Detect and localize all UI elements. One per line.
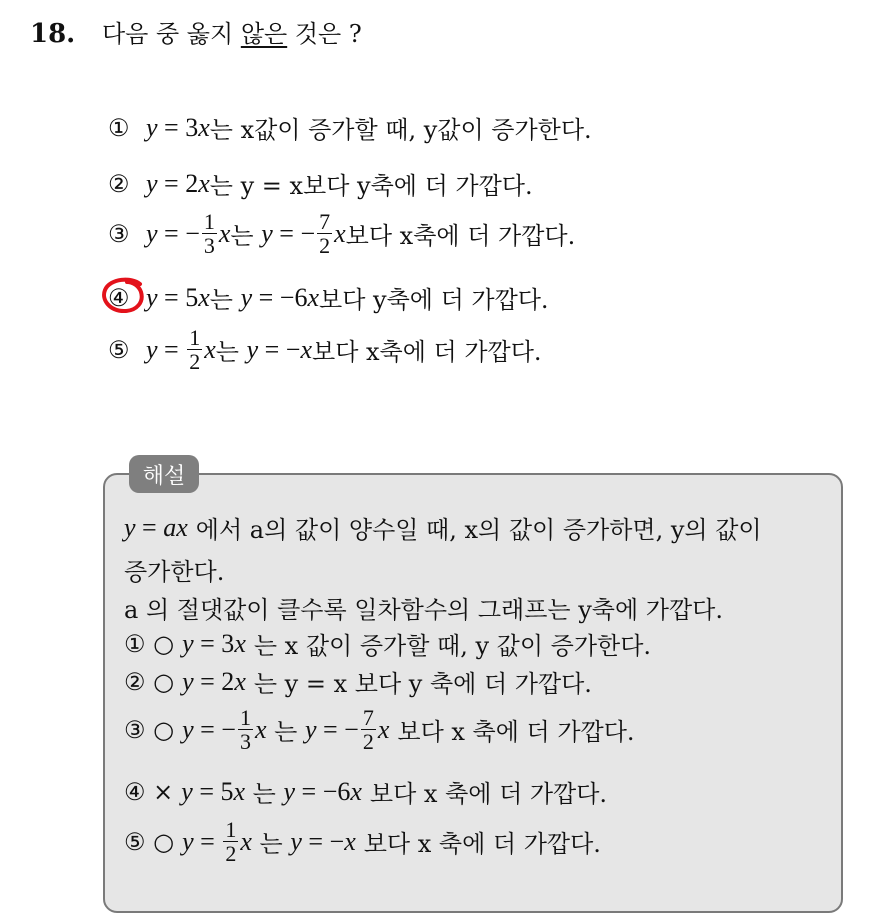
question-text: 다음 중 옳지 않은 것은 ? bbox=[102, 20, 362, 48]
option-text: 보다 y축에 더 가깝다. bbox=[319, 286, 549, 314]
option-text: 보다 x축에 더 가깝다. bbox=[312, 338, 542, 367]
solution-line-1: y = ax 에서 a의 값이 양수일 때, x의 값이 증가하면, y의 값이 bbox=[124, 512, 762, 544]
option-1[interactable]: ① y = 3 x 는 x값이 증가할 때, y값이 증가한다. bbox=[108, 110, 592, 145]
fraction: $\frac{1}{2}$ bbox=[189, 325, 201, 375]
solution-line-3: a 의 절댓값이 클수록 일차함수의 그래프는 y축에 가깝다. bbox=[124, 596, 723, 624]
fraction: $\frac{7}{2}$ bbox=[319, 209, 331, 259]
option-4[interactable]: ④ y = 5 x 는 y = −6 x 보다 y축에 더 가깝다. bbox=[108, 280, 549, 315]
solution-label: 해설 bbox=[129, 455, 199, 493]
fraction: $\frac{1}{3}$ bbox=[203, 209, 215, 259]
solution-line-2: 증가한다. bbox=[124, 558, 225, 586]
answer-circle-icon bbox=[100, 276, 148, 316]
option-2[interactable]: ② y = 2 x 는 y = x보다 y축에 더 가깝다. bbox=[108, 166, 533, 201]
option-text: 보다 x축에 더 가깝다. bbox=[345, 222, 576, 251]
option-mark: ④ bbox=[108, 283, 130, 312]
option-5[interactable]: ⑤ y = $\frac{1}{2}$ x 는 y = − x 보다 x축에 더 가깝다. bbox=[108, 325, 542, 375]
question-number: 18. bbox=[30, 19, 76, 49]
option-mark: ② bbox=[108, 169, 130, 198]
option-mark: ⑤ bbox=[108, 335, 130, 364]
question-underline: 않은 bbox=[240, 20, 288, 48]
solution-item-5: ⑤ ○ y = $\frac{1}{2}$ x 는 y = − x 보다 x 축에 더 가깝다. bbox=[124, 817, 601, 867]
solution-item-1: ① ○ y = 3 x 는 x 값이 증가할 때, y 값이 증가한다. bbox=[124, 628, 652, 660]
option-3[interactable]: ③ y = − $\frac{1}{3}$ x 는 y = − $\frac{7}{2}$ x 보다 x축에 더 가깝다. bbox=[108, 209, 576, 259]
solution-item-4: ④ × y = 5 x 는 y = −6 x 보다 x 축에 더 가깝다. bbox=[124, 776, 608, 808]
solution-item-2: ② ○ y = 2 x 는 y = x 보다 y 축에 더 가깝다. bbox=[124, 666, 592, 698]
option-mark: ① bbox=[108, 113, 130, 142]
option-text: 는 x값이 증가할 때, y값이 증가한다. bbox=[209, 116, 592, 144]
option-mark: ③ bbox=[108, 219, 130, 248]
question-header bbox=[30, 14, 362, 49]
option-text: 는 y = x보다 y축에 더 가깝다. bbox=[209, 172, 533, 200]
solution-item-3: ③ ○ y = − $\frac{1}{3}$ x 는 y = − $\frac{7}{2}$ x 보다 x 축에 더 가깝다. bbox=[124, 705, 635, 755]
